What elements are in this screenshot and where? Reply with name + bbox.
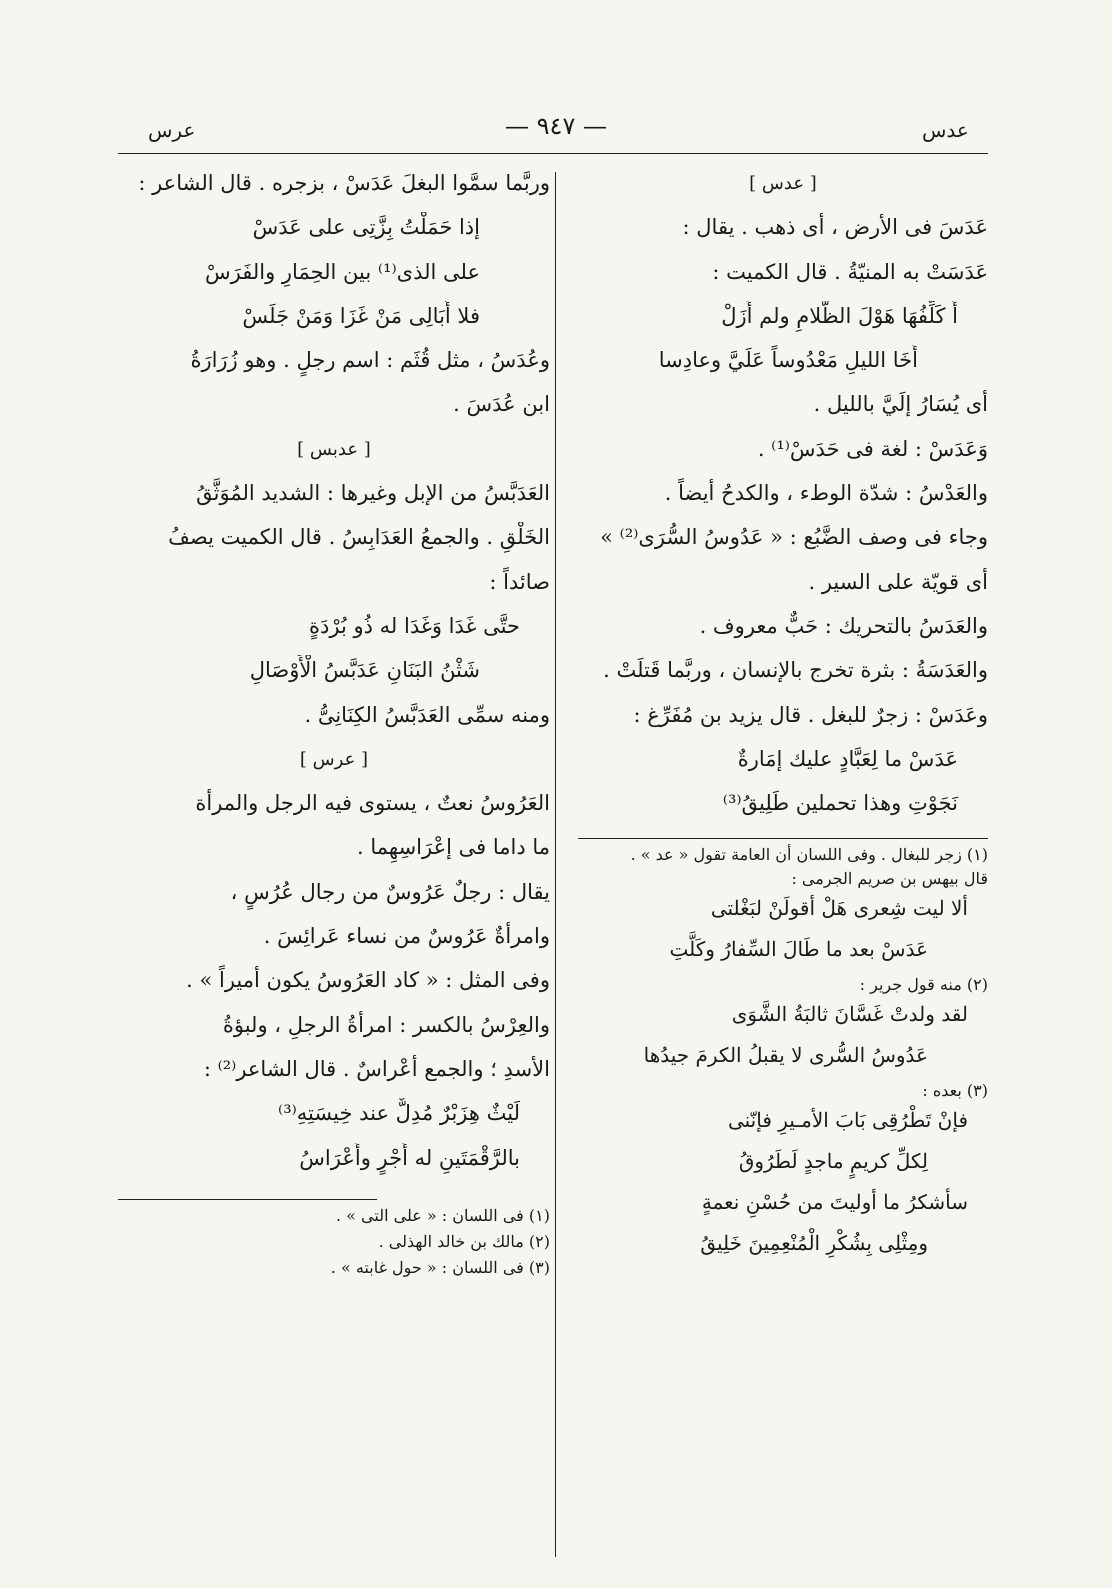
text-line: صائداً : — [489, 569, 550, 594]
text-line: نَجَوْتِ وهذا تحملين طَلِيقُ⁽³⁾ — [722, 791, 958, 816]
text-line: عَدَسَ فى الأرض ، أى ذهب . يقال : — [682, 215, 988, 240]
column-divider — [555, 172, 556, 1557]
text-line: وربَّما سمَّوا البغلَ عَدَسْ ، بزجره . قال الشاعر : — [138, 171, 550, 195]
text-line: وامرأةٌ عَرُوسٌ من نساء عَرائِسَ . — [263, 924, 550, 949]
text-line: ما داما فى إعْرَاسِهِما . — [357, 835, 550, 860]
page-number: — ٩٤٧ — — [505, 112, 607, 140]
text-line: وعَدَسْ : زجرٌ للبغل . قال يزيد بن مُفَرِّغ : — [633, 702, 988, 727]
entry-headword: [ عرس ] — [299, 748, 369, 770]
footnote-verse-line: عَدَسْ بعد ما طَالَ السِّفارُ وكَلَّتِ — [669, 937, 928, 962]
text-line: حتَّى غَدَا وَغَدَا له ذُو بُرْدَةٍ — [309, 613, 520, 638]
left-column-text — [118, 168, 550, 1187]
footnote-line: (٣) بعده : — [922, 1081, 988, 1101]
footnote-line: (١) زجر للبغال . وفى اللسان أن العامة تقول « عد » . — [630, 845, 988, 865]
text-line: والعَدْسُ : شدّة الوطء ، والكدحُ أيضاً . — [664, 481, 988, 506]
text-line: وعُدَسُ ، مثل قُثَم : اسم رجلٍ . وهو زُرَارَةُ — [190, 348, 550, 373]
right-column — [578, 168, 988, 1269]
header-right-word: عدس — [922, 118, 969, 142]
left-column — [118, 168, 550, 1284]
text-line: أَخَا الليلِ مَعْدُوساً عَلَيَّ وعادِسا — [658, 348, 918, 373]
footnote-line: (٢) مالك بن خالد الهذلى . — [378, 1231, 550, 1251]
text-line: شَثْنُ البَنَانِ عَدَبَّسُ الْأَوْصَالِ — [249, 658, 480, 683]
text-line: أى يُسَارُ إلَيَّ بالليل . — [813, 392, 988, 417]
entry-headword: [ عدس ] — [749, 173, 817, 194]
text-line: بالرَّقْمَتَينِ له أَجْرٍ وأَعْرَاسُ — [299, 1145, 520, 1170]
text-line: وجاء فى وصف الضَّبُع : « عَدُوسُ السُّرَى⁽²⁾ » — [600, 525, 988, 550]
right-column-text — [578, 168, 988, 832]
footnote-line: قال بيهس بن صريم الجرمى : — [791, 869, 988, 889]
footnote-verse-line: ومِثْلِى بِشُكْرِ الْمُنْعِمِينَ خَلِيقُ — [700, 1231, 928, 1256]
text-line: إذا حَمَلْتُ بِزَّتِى على عَدَسْ — [252, 215, 480, 240]
text-line: والعِرْسُ بالكسر : امرأةُ الرجلِ ، ولبؤةُ — [222, 1012, 550, 1037]
text-line: الخَلْقِ . والجمعُ العَدَابِسُ . قال الكميت يصفُ — [168, 525, 550, 550]
text-line: أى قويّة على السير . — [808, 569, 988, 594]
footnote-verse-line: فإنْ تَطْرُقِى بَابَ الأمـيرِ فإنّنى — [727, 1108, 968, 1133]
header-rule — [118, 153, 988, 154]
footnote-line: (٣) فى اللسان : « حول غابته » . — [330, 1257, 550, 1277]
text-line: عَدَسَتْ به المنيّةُ . قال الكميت : — [712, 259, 988, 284]
text-line: والعَدَسُ بالتحريك : حَبٌّ معروف . — [699, 613, 988, 638]
text-line: العَدَبَّسُ من الإبل وغيرها : الشديد المُوَثَّقُ — [196, 481, 550, 506]
footnote-line: (٢) منه قول جرير : — [859, 975, 988, 995]
text-line: العَرُوسُ نعتٌ ، يستوى فيه الرجل والمرأة — [195, 791, 550, 816]
text-line: يقال : رجلٌ عَرُوسٌ من رجال عُرُسٍ ، — [230, 879, 550, 904]
text-line: على الذى⁽¹⁾ بين الحِمَارِ والفَرَسْ — [205, 259, 480, 284]
text-line: والعَدَسَةُ : بثرة تخرج بالإنسان ، وربَّما قَتلَتْ . — [603, 658, 988, 683]
text-line: الأسدِ ؛ والجمع أعْراسٌ . قال الشاعر⁽²⁾ : — [203, 1056, 550, 1081]
footnote-verse-line: لِكلِّ كريمٍ ماجدٍ لَطَرُوقُ — [738, 1149, 928, 1174]
footnote-verse-line: سأشكرُ ما أوليتَ من حُسْنِ نعمةٍ — [701, 1190, 968, 1215]
footnote-verse-line: لقد ولدتْ غَسَّانَ ثالبَةُ الشَّوَى — [731, 1002, 968, 1027]
footnote-rule — [118, 1199, 377, 1200]
text-line: ومنه سمِّى العَدَبَّسُ الكِنَانِىُّ . — [304, 702, 550, 727]
footnote-line: (١) فى اللسان : « على التى » . — [336, 1205, 550, 1225]
text-line: ابن عُدَسَ . — [453, 392, 550, 417]
footnote-verse-line: عَدُوسُ السُّرى لا يقبلُ الكرمَ جيدُها — [643, 1043, 928, 1068]
text-line: عَدَسْ ما لِعَبَّادٍ عليك إمَارةٌ — [737, 746, 958, 771]
footnote-verse-line: ألا ليت شِعرى هَلْ أقولَنْ لبَغْلتى — [710, 896, 968, 921]
right-column-footnotes — [578, 845, 988, 1269]
text-line: وَعَدَسْ : لغة فى حَدَسْ⁽¹⁾ . — [757, 436, 988, 461]
footnote-rule — [578, 838, 988, 839]
entry-headword: [ عدبس ] — [297, 438, 371, 460]
left-column-footnotes — [118, 1206, 550, 1284]
text-line: وفى المثل : « كاد العَرُوسُ يكون أميراً » . — [186, 968, 550, 993]
text-line: أُ كَلِّفُهَا هَوْلَ الظَّلامِ ولم أَزَلْ — [721, 303, 958, 328]
text-line: فلا أُبَالِى مَنْ غَزَا وَمَنْ جَلَسْ — [242, 303, 480, 328]
text-line: لَيْثٌ هِزَبْرٌ مُدِلٌّ عند خِيسَتِهِ⁽³⁾ — [278, 1101, 520, 1126]
header-left-word: عرس — [148, 118, 196, 142]
